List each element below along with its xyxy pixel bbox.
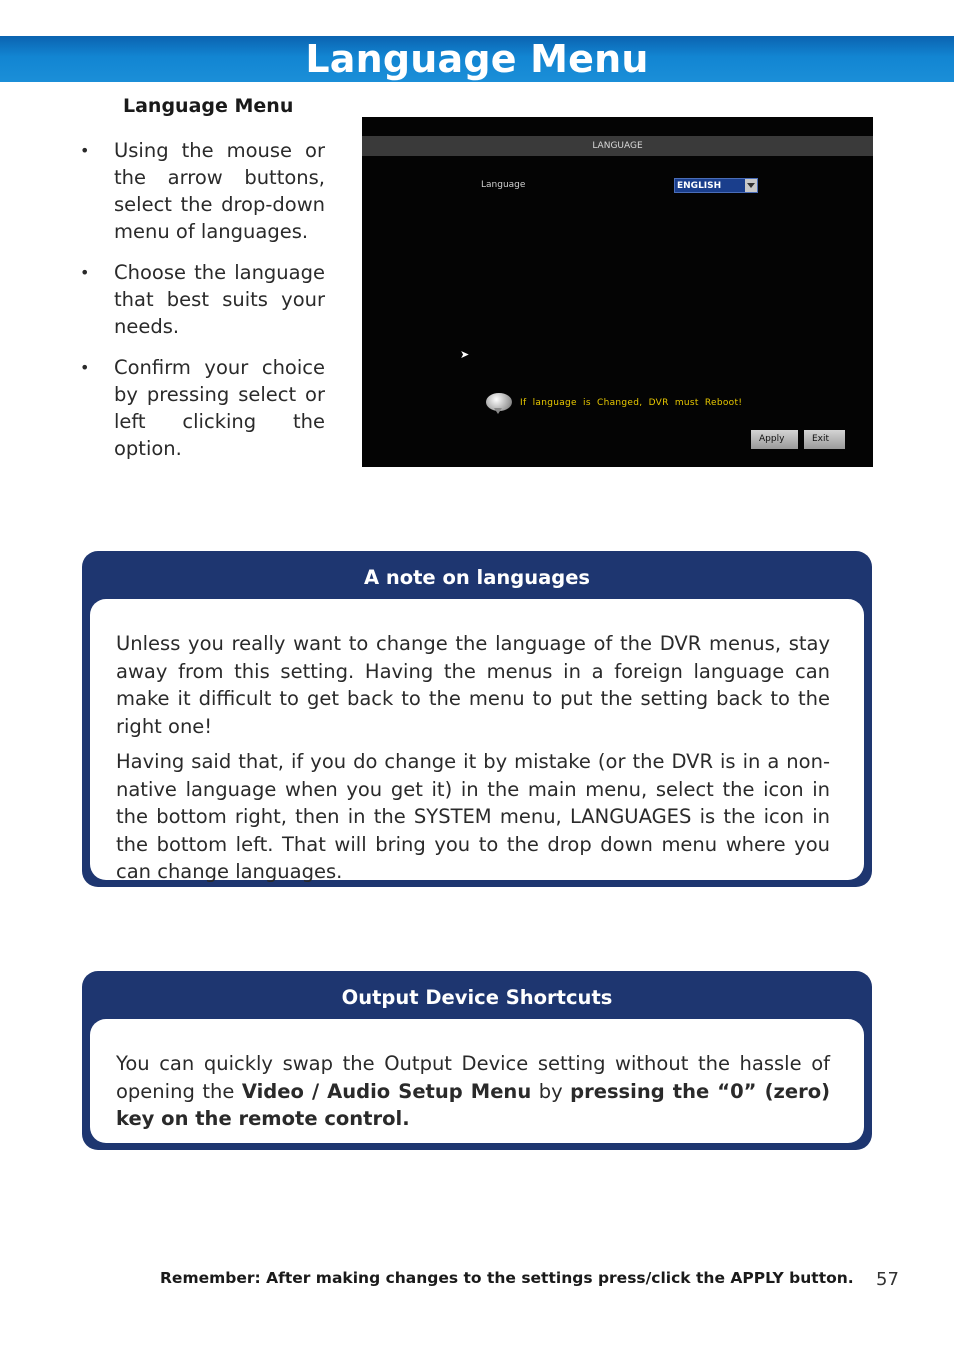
instruction-list — [78, 137, 325, 476]
menu-name: Video / Audio Setup Menu — [241, 1079, 532, 1103]
page-number: 57 — [876, 1269, 899, 1290]
apply-button[interactable]: Apply — [751, 430, 798, 449]
reboot-warning: If language is Changed, DVR must Reboot! — [520, 398, 743, 408]
speech-bubble-icon — [486, 393, 512, 411]
footer-reminder: Remember: After making changes to the settings press/click the APPLY button. — [160, 1269, 854, 1287]
note-paragraph: Having said that, if you do change it by mistake (or the DVR is in a non-native language when you get it) in the main menu, select the icon in the bottom right, then in the SYSTEM menu, LANGUAGES is the icon in the bottom left. That will bring you to the drop down menu where you can change languages. — [116, 750, 830, 883]
language-dropdown[interactable] — [674, 178, 758, 193]
language-dropdown-value: ENGLISH — [677, 181, 722, 191]
note-box — [82, 551, 872, 887]
mouse-cursor-icon: ➤ — [460, 348, 470, 361]
bullet-icon: • — [80, 141, 90, 160]
list-item: • Confirm your choice by pressing select or left clicking the option. — [80, 356, 325, 460]
page-title: Language Menu — [305, 37, 649, 81]
shortcut-box-text: You can quickly swap the Output Device setting without the hassle of opening the Video / Audio Setup Menu by pressing the “0” (zero) key on the remote control. — [116, 1052, 831, 1130]
dvr-title-bar: LANGUAGE — [362, 136, 873, 156]
bullet-icon: • — [80, 358, 90, 377]
note-box-title: A note on languages — [363, 566, 591, 589]
section-heading: Language Menu — [123, 95, 294, 117]
shortcut-instruction: pressing the “0” (zero) key on the remote control. — [116, 1079, 831, 1130]
note-box-body — [90, 599, 864, 883]
list-item: • Choose the language that best suits your needs. — [80, 261, 325, 338]
bullet-icon: • — [80, 263, 90, 282]
exit-button[interactable]: Exit — [804, 430, 845, 449]
note-paragraph: Unless you really want to change the language of the DVR menus, stay away from this setting. Having the menus in a foreign language can make it difficult to get back to the menu to put the setting back to the right one! — [116, 632, 830, 738]
shortcut-box-body — [90, 1019, 864, 1143]
note-box-text — [116, 630, 830, 894]
dvr-language-label: Language — [481, 180, 526, 190]
list-item: • Using the mouse or the arrow buttons, select the drop-down menu of languages. — [80, 139, 325, 243]
shortcut-box — [82, 971, 872, 1150]
chevron-down-icon[interactable] — [745, 179, 757, 192]
shortcut-box-title: Output Device Shortcuts — [341, 986, 613, 1009]
dvr-language-screenshot — [362, 117, 873, 467]
